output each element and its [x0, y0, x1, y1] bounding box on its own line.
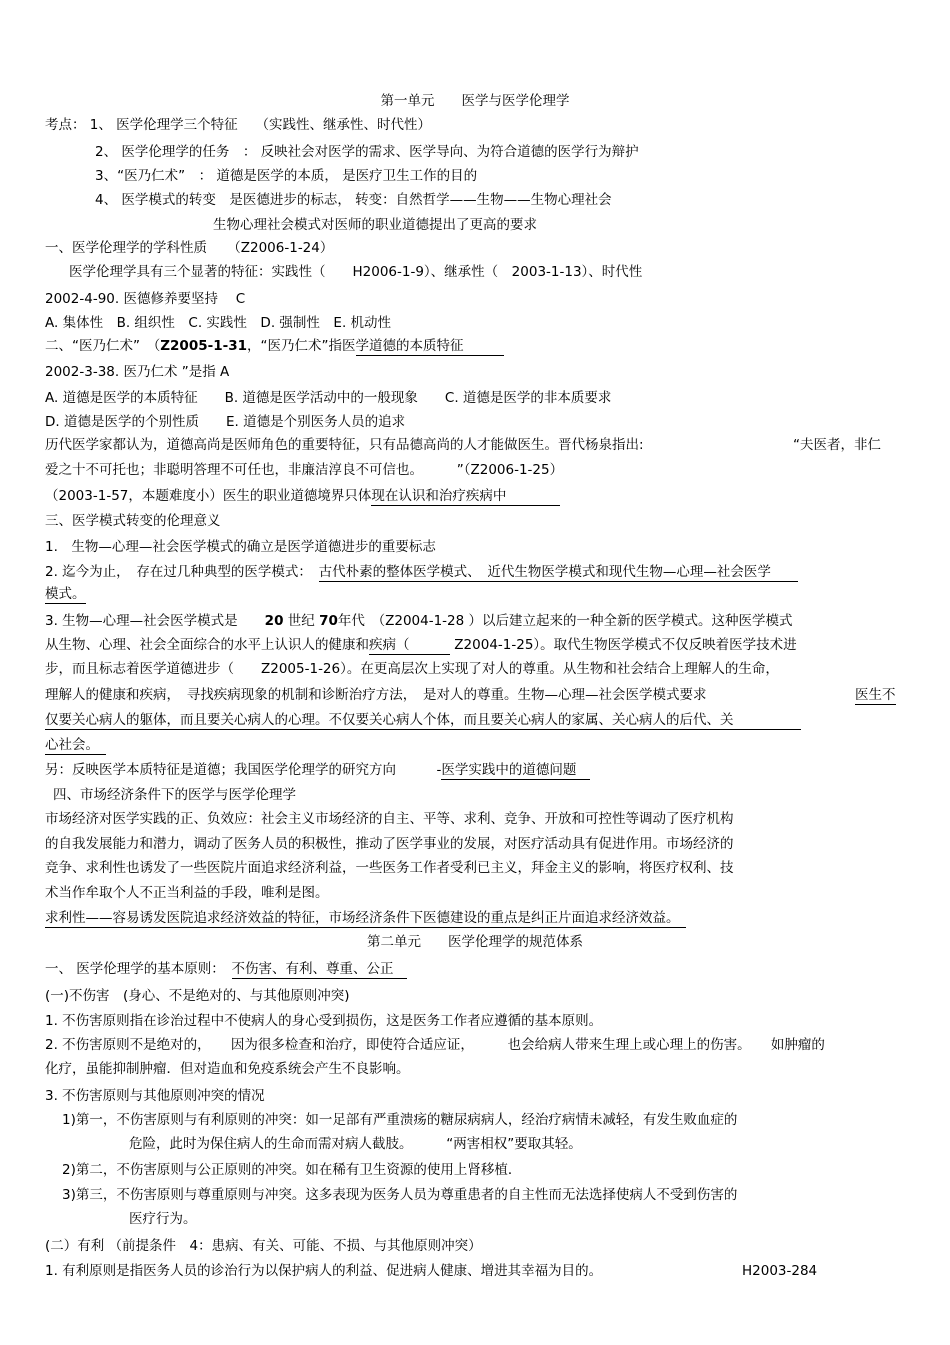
section2-question: 2002-3-38. 医乃仁术 ”是指 A	[45, 364, 230, 380]
conflict-1-cont: 危险，此时为保住病人的生命而需对病人截肢。 “两害相权”要取其轻。	[129, 1136, 582, 1152]
section1-heading: 一、医学伦理学的学科性质 （Z2006-1-24）	[45, 240, 334, 256]
section2-para-3	[45, 487, 560, 505]
section3-item-2-underlined: 古代朴素的整体医学模式、 近代生物医学模式和现代生物—心理—社会医学	[318, 564, 798, 580]
section2-para-2: 爱之十不可托也；非聪明答理不可任也，非廉洁淳良不可信也。 ”（Z2006-1-25）	[45, 462, 564, 478]
section2-options-1: A. 道德是医学的本质特征 B. 道德是医学活动中的一般现象 C. 道德是医学的非本质要求	[45, 390, 612, 406]
nonmaleficence-item-2: 2. 不伤害原则不是绝对的， 因为很多检查和治疗，即使符合适应证， 也会给病人带来生理上或心理上的伤害。 如肿瘤的	[45, 1037, 825, 1053]
section3-item-3-e: 年代 （Z2004-1-28 ）以后建立起来的一种全新的医学模式。这种医学模式	[337, 613, 793, 629]
principles-heading-underlined: 不伤害、有利、尊重、公正	[231, 961, 408, 977]
section2-para-3-underlined: 现在认识和治疗疾病中	[371, 488, 561, 504]
nonmaleficence-item-1: 1. 不伤害原则指在诊治过程中不使病人的身心受到损伤，这是医务工作者应遵循的基本原则。	[45, 1013, 603, 1029]
section3-item-3-c: 世纪	[287, 613, 315, 629]
section3-para-line-5-underlined: 仅要关心病人的躯体，而且要关心病人的心理。不仅要关心病人个体，而且要关心病人的家属、关心病人的后代、关	[45, 712, 801, 728]
section3-para-line-4-underlined: 医生不	[855, 687, 896, 703]
section3-item-3-a: 3. 生物—心理—社会医学模式是	[45, 613, 265, 629]
principles-heading	[45, 960, 407, 978]
kaodian-line-1: 考点： 1、 医学伦理学三个特征 （实践性、继承性、时代性）	[45, 117, 431, 133]
kaodian-line-5: 生物心理社会模式对医师的职业道德提出了更高的要求	[213, 217, 537, 233]
section3-para-line-3: 步，而且标志着医学道德进步（ Z2005-1-26）。在更高层次上实现了对人的尊重。从生物和社会结合上理解人的生命，	[45, 661, 779, 677]
principles-heading-text: 一、 医学伦理学的基本原则：	[45, 961, 232, 977]
section3-item-2-cont	[45, 585, 86, 603]
unit2-title: 第二单元 医学伦理学的规范体系	[367, 934, 583, 950]
section3-item-2	[45, 563, 798, 581]
conflict-3-cont: 医疗行为。	[129, 1211, 197, 1227]
kaodian-line-3: 3、“医乃仁术” ： 道德是医学的本质， 是医疗卫生工作的目的	[95, 168, 478, 184]
section3-item-3	[45, 612, 793, 630]
kaodian-line-2: 2、 医学伦理学的任务 ： 反映社会对医学的需求、医学导向、为符合道德的医学行为辩护	[95, 144, 639, 160]
section2-options-2: D. 道德是医学的个别性质 E. 道德是个别医务人员的追求	[45, 414, 406, 430]
section4-para-5	[45, 909, 686, 927]
conflict-2: 2)第二，不伤害原则与公正原则的冲突。如在稀有卫生资源的使用上肾移植．	[62, 1162, 522, 1178]
section1-text: 医学伦理学具有三个显著的特征：实践性（ H2006-1-9）、继承性（ 2003-1-13）、时代性	[69, 264, 643, 280]
section4-para-3: 竞争、求利性也诱发了一些医院片面追求经济利益，一些医务工作者受利已主义，拜金主义的影响，将医疗权利、技	[45, 860, 734, 876]
conflict-3: 3)第三，不伤害原则与尊重原则与冲突。这多表现为医务人员为尊重患者的自主性而无法选择使病人不受到伤害的	[62, 1187, 738, 1203]
section4-para-1: 市场经济对医学实践的正、负效应：社会主义市场经济的自主、平等、求利、竞争、开放和可控性等调动了医疗机构	[45, 811, 734, 827]
section4-para-2: 的自我发展能力和潜力，调动了医务人员的积极性，推动了医学事业的发展，对医疗活动具有促进作用。市场经济的	[45, 836, 734, 852]
section3-item-1: 1. 生物—心理—社会医学模式的确立是医学道德进步的重要标志	[45, 539, 436, 555]
section3-para-line-2-c: Z2004-1-25）。取代生物医学模式不仅反映着医学技术进	[454, 637, 797, 653]
kaodian-line-4: 4、 医学模式的转变 是医德进步的标志， 转变：自然哲学——生物——生物心理社会	[95, 192, 612, 208]
section3-para-line-4-right	[855, 686, 896, 704]
nonmaleficence-heading: (一)不伤害 (身心、不是绝对的、与其他原则冲突)	[45, 988, 350, 1004]
section2-heading-a: 二、“医乃仁术” （	[45, 338, 161, 354]
nonmaleficence-item-2-cont: 化疗，虽能抑制肿瘤．但对造血和免疫系统会产生不良影响。	[45, 1061, 410, 1077]
section2-heading-c: ，“医乃仁术”指医	[247, 338, 356, 354]
beneficence-item-1-code: H2003-284	[742, 1263, 818, 1279]
section3-para-line-6	[45, 736, 106, 754]
section2-para-1-right: “夫医者，非仁	[793, 437, 881, 453]
section3-para-line-2	[45, 636, 797, 654]
unit1-title: 第一单元 医学与医学伦理学	[380, 93, 570, 109]
section2-para-1: 历代医学家都认为，道德高尚是医师角色的重要特征，只有品德高尚的人才能做医生。晋代杨泉指出:	[45, 437, 644, 453]
section3-item-2-underlined-cont: 模式。	[45, 586, 86, 602]
section3-para-line-2-underlined: 疾病（	[369, 637, 450, 653]
section2-heading-code: Z2005-1-31	[160, 338, 247, 354]
beneficence-item-1: 1. 有利原则是指医务人员的诊治行为以保护病人的利益、促进病人健康、增进其幸福为目的。	[45, 1263, 603, 1279]
note-underlined: 医学实践中的道德问题	[441, 762, 590, 778]
section4-para-4: 术当作牟取个人不正当利益的手段，唯利是图。	[45, 885, 329, 901]
section3-item-3-decade: 70	[319, 613, 338, 629]
nonmaleficence-item-3: 3. 不伤害原则与其他原则冲突的情况	[45, 1088, 265, 1104]
section2-para-3-text: （2003-1-57，本题难度小）医生的职业道德境界只体	[45, 488, 372, 504]
section3-para-line-4: 理解人的健康和疾病， 寻找疾病现象的机制和诊断治疗方法， 是对人的尊重。生物—心理—社会医学模式要求	[45, 687, 707, 703]
beneficence-heading: (二）有利 （前提条件 4：患病、有关、可能、不损、与其他原则冲突）	[45, 1238, 482, 1254]
section3-para-line-6-underlined: 心社会。	[45, 737, 106, 753]
note-line	[45, 761, 590, 779]
section3-item-2-text: 2. 迄今为止， 存在过几种典型的医学模式：	[45, 564, 319, 580]
section3-heading: 三、医学模式转变的伦理意义	[45, 513, 221, 529]
section4-heading: 四、市场经济条件下的医学与医学伦理学	[53, 787, 296, 803]
section4-para-5-underlined: 求利性——容易诱发医院追求经济效益的特征，市场经济条件下医德建设的重点是纠正片面追求经济效益。	[45, 910, 687, 926]
section3-item-3-century: 20	[264, 613, 284, 629]
section3-para-line-2-a: 从生物、心理、社会全面综合的水平上认识人的健康和	[45, 637, 369, 653]
section1-question: 2002-4-90. 医德修养要坚持 C	[45, 291, 246, 307]
section2-heading-underlined: 学道德的本质特征	[355, 338, 464, 354]
conflict-1: 1)第一，不伤害原则与有利原则的冲突：如一足部有严重溃疡的糖尿病病人，经治疗病情未减轻，有发生败血症的	[62, 1112, 738, 1128]
section1-options: A. 集体性 B. 组织性 C. 实践性 D. 强制性 E. 机动性	[45, 315, 392, 331]
section2-heading	[45, 337, 504, 355]
note-text: 另：反映医学本质特征是道德；我国医学伦理学的研究方向 -	[45, 762, 442, 778]
section3-para-line-5	[45, 711, 801, 729]
